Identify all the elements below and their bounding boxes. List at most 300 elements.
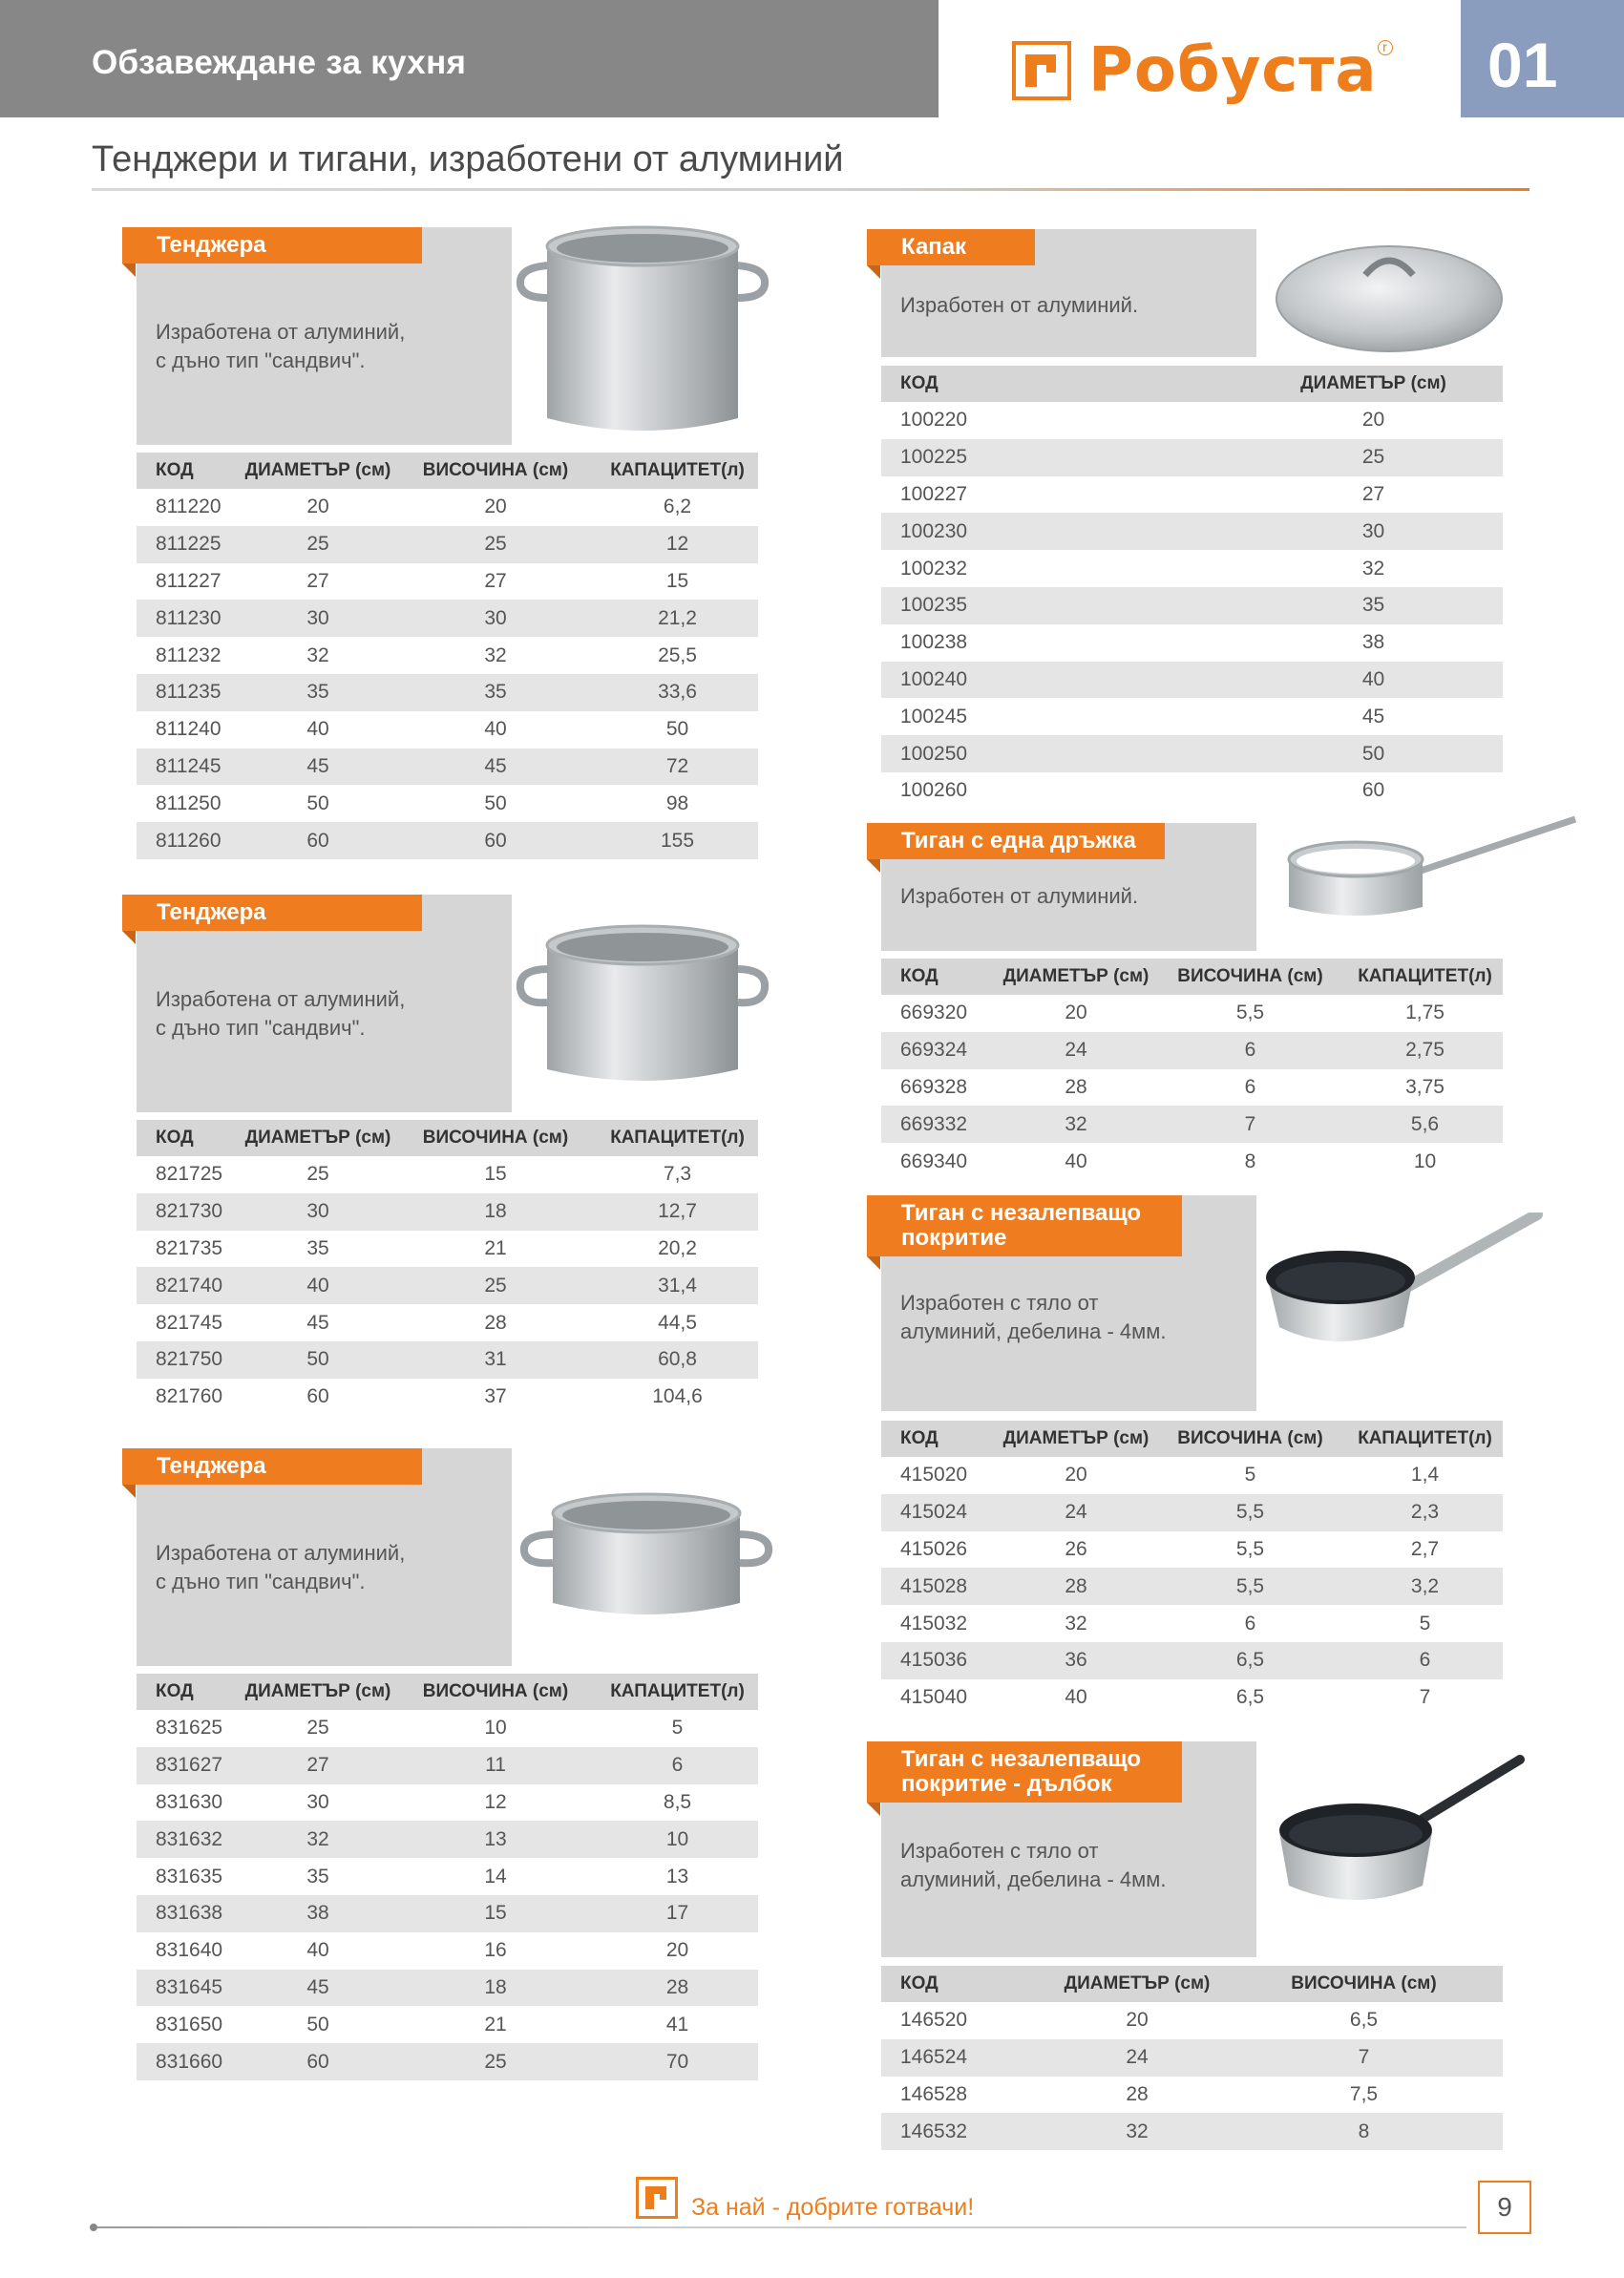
table-cell: 7 (1225, 2039, 1503, 2077)
column-header: ВИСОЧИНА (см) (1153, 959, 1347, 995)
table-row (137, 822, 758, 859)
table-cell: 40 (306, 718, 329, 741)
spec-table (137, 1120, 758, 1416)
table-cell: 45 (306, 1311, 329, 1334)
spec-table (881, 1966, 1503, 2150)
table-cell: 669320 (900, 1002, 968, 1024)
table-cell: 8,5 (663, 1790, 692, 1813)
table-row (137, 526, 758, 563)
table-cell: 669324 (881, 1032, 999, 1069)
table-cell: 100227 (900, 482, 968, 505)
table-cell: 6 (1347, 1642, 1503, 1679)
table-cell: 32 (999, 1106, 1153, 1143)
product-description: Изработена от алуминий, с дъно тип "сандвич". (156, 987, 406, 1040)
chapter-badge (1461, 0, 1624, 117)
column-header: ДИАМЕТЪР (см) (242, 1674, 394, 1710)
product-tag: Тенджера (122, 1448, 422, 1485)
table-cell: 31 (394, 1341, 597, 1379)
column-header: КАПАЦИТЕТ(л) (597, 1674, 758, 1710)
table-cell: 30 (306, 1790, 329, 1813)
table-cell: 40 (1065, 1150, 1087, 1172)
table-row (137, 2043, 758, 2080)
tag-fold (867, 859, 880, 873)
table-cell: 35 (242, 674, 394, 711)
table-cell: 35 (1244, 587, 1503, 624)
table-cell: 811225 (137, 526, 242, 563)
table-cell: 811230 (137, 600, 242, 637)
table-row (881, 1069, 1503, 1107)
table-cell: 98 (665, 791, 689, 814)
table-cell: 32 (242, 1821, 394, 1858)
column-header: ВИСОЧИНА (см) (394, 1674, 597, 1710)
table-cell: 100225 (881, 439, 1244, 476)
table-row (881, 587, 1503, 624)
product-tag: Тиган с незалепващо покритие - дълбок (867, 1741, 1182, 1803)
product-tag: Тенджера (122, 227, 422, 264)
spec-table (137, 453, 758, 859)
table-cell: 32 (1049, 2113, 1225, 2150)
table-cell: 38 (242, 1895, 394, 1932)
table-cell: 811227 (156, 569, 221, 592)
table-cell: 35 (306, 1865, 329, 1888)
table-cell: 10 (597, 1821, 758, 1858)
table-cell: 8 (1225, 2113, 1503, 2150)
table-cell: 26 (1065, 1537, 1087, 1560)
table-cell: 821760 (156, 1385, 223, 1408)
table-cell: 27 (242, 1747, 394, 1784)
table-cell: 831630 (156, 1790, 223, 1813)
spec-table (881, 1421, 1503, 1717)
table-row (881, 476, 1503, 514)
table-row (137, 563, 758, 601)
table-cell: 50 (306, 2013, 329, 2035)
product-description: Изработен от алуминий. (900, 884, 1139, 908)
table-cell: 20 (1126, 2009, 1149, 2032)
table-cell: 14 (484, 1865, 507, 1888)
table-cell: 415036 (881, 1642, 999, 1679)
table-cell: 45 (394, 749, 597, 786)
table-cell: 50 (484, 791, 507, 814)
table-row (137, 1932, 758, 1970)
table-cell: 7,3 (663, 1163, 692, 1186)
tag-fold (867, 1256, 880, 1270)
column-header: ДИАМЕТЪР (см) (1244, 366, 1503, 402)
column-header: КОД (137, 1674, 242, 1710)
table-cell: 15 (484, 1163, 507, 1186)
table-cell: 821730 (137, 1193, 242, 1231)
spec-table (137, 1674, 758, 2080)
table-cell: 60 (394, 822, 597, 859)
table-cell: 38 (1361, 631, 1385, 654)
table-cell: 100232 (900, 557, 968, 580)
table-row (881, 662, 1503, 699)
product-description: Изработена от алуминий, с дъно тип "сандвич". (156, 320, 406, 372)
column-header: КОД (881, 366, 1244, 402)
table-cell: 18 (394, 1970, 597, 2007)
product-description: Изработен от алуминий. (900, 293, 1139, 317)
table-cell: 821735 (156, 1236, 223, 1259)
table-row (137, 1747, 758, 1784)
table-cell: 821740 (137, 1267, 242, 1304)
table-cell: 6,2 (663, 496, 692, 518)
table-cell: 30 (1244, 513, 1503, 550)
table-row (137, 1970, 758, 2007)
table-cell: 45 (242, 749, 394, 786)
table-cell: 28 (1126, 2082, 1149, 2105)
table-cell: 7 (1153, 1106, 1347, 1143)
table-cell: 37 (484, 1385, 507, 1408)
table-row (881, 550, 1503, 587)
column-header: КОД (881, 1966, 1049, 2002)
table-cell: 45 (242, 1970, 394, 2007)
table-cell: 100238 (900, 631, 968, 654)
table-cell: 831645 (137, 1970, 242, 2007)
table-cell: 104,6 (652, 1385, 703, 1408)
page-subtitle: Тенджери и тигани, изработени от алуминий (92, 139, 844, 179)
table-cell: 6,5 (1235, 1686, 1265, 1709)
table-row (881, 2077, 1503, 2114)
table-cell: 821725 (156, 1163, 223, 1186)
table-row (137, 1784, 758, 1822)
table-cell: 17 (597, 1895, 758, 1932)
column-header: ДИАМЕТЪР (см) (242, 1120, 394, 1156)
table-cell: 32 (306, 643, 329, 666)
table-cell: 15 (394, 1895, 597, 1932)
table-cell: 155 (597, 822, 758, 859)
table-row (881, 1106, 1503, 1143)
column-header: ДИАМЕТЪР (см) (1049, 1966, 1225, 2002)
registered-mark-icon: r (1378, 40, 1393, 55)
table-cell: 811232 (156, 643, 221, 666)
table-cell: 831638 (137, 1895, 242, 1932)
table-cell: 32 (484, 643, 507, 666)
table-cell: 60 (242, 2043, 394, 2080)
table-row (881, 402, 1503, 439)
table-cell: 6,5 (1153, 1642, 1347, 1679)
table-cell: 24 (1049, 2039, 1225, 2077)
table-cell: 821745 (156, 1311, 223, 1334)
table-cell: 60 (1361, 779, 1385, 802)
table-cell: 100245 (900, 705, 968, 728)
table-cell: 12 (597, 526, 758, 563)
table-row (137, 1193, 758, 1231)
table-cell: 415040 (900, 1686, 968, 1709)
table-cell: 25 (1244, 439, 1503, 476)
page-number: 9 (1478, 2181, 1531, 2234)
table-cell: 20 (1361, 409, 1385, 432)
table-cell: 20 (1065, 1002, 1087, 1024)
table-cell: 13 (394, 1821, 597, 1858)
table-row (881, 1679, 1503, 1717)
casserole-pot-icon (509, 1485, 781, 1637)
table-row (881, 1531, 1503, 1569)
table-cell: 100230 (881, 513, 1244, 550)
brand-logo (1012, 36, 1393, 105)
table-row (881, 1143, 1503, 1180)
column-header: КАПАЦИТЕТ(л) (1347, 959, 1503, 995)
table-cell: 3,2 (1347, 1568, 1503, 1605)
section-title: Обзавеждане за кухня (92, 44, 467, 81)
table-cell: 5,5 (1153, 1568, 1347, 1605)
table-cell: 831635 (156, 1865, 223, 1888)
table-cell: 5 (671, 1717, 684, 1740)
table-cell: 100235 (881, 587, 1244, 624)
table-cell: 30 (242, 600, 394, 637)
footer-slogan: За най - добрите готвачи! (691, 2194, 975, 2221)
table-cell: 25 (306, 1717, 329, 1740)
table-cell: 1,4 (1410, 1464, 1440, 1487)
table-row (137, 711, 758, 749)
table-cell: 415032 (900, 1612, 968, 1635)
table-cell: 25 (306, 1163, 329, 1186)
table-cell: 18 (394, 1193, 597, 1231)
table-cell: 146520 (900, 2009, 968, 2032)
table-row (137, 600, 758, 637)
table-row (881, 995, 1503, 1032)
table-cell: 35 (306, 1236, 329, 1259)
table-cell: 21,2 (597, 600, 758, 637)
product-description: Изработен с тяло от алуминий, дебелина - 4мм. (900, 1839, 1167, 1891)
table-cell: 32 (1065, 1612, 1087, 1635)
table-cell: 2,75 (1347, 1032, 1503, 1069)
table-cell: 60,8 (597, 1341, 758, 1379)
column-header: КОД (137, 1120, 242, 1156)
table-cell: 811250 (156, 791, 221, 814)
table-cell: 6,5 (1349, 2009, 1379, 2032)
table-row (137, 637, 758, 674)
table-cell: 28 (597, 1970, 758, 2007)
table-cell: 100220 (900, 409, 968, 432)
table-cell: 811235 (137, 674, 242, 711)
tag-fold (867, 265, 880, 279)
table-row (137, 1304, 758, 1341)
table-row (137, 749, 758, 786)
table-cell: 146528 (900, 2082, 968, 2105)
table-cell: 32 (1361, 557, 1385, 580)
table-cell: 811260 (137, 822, 242, 859)
table-cell: 2,7 (1410, 1537, 1440, 1560)
table-cell: 3,75 (1405, 1075, 1445, 1098)
table-cell: 30 (242, 1193, 394, 1231)
column-header: ДИАМЕТЪР (см) (999, 959, 1153, 995)
nonstick-frying-pan-icon (1260, 1213, 1547, 1384)
table-cell: 5,5 (1153, 1494, 1347, 1531)
column-header: КОД (137, 453, 242, 489)
column-header: КОД (881, 959, 999, 995)
table-cell: 15 (665, 569, 689, 592)
table-row (881, 1494, 1503, 1531)
table-cell: 50 (1244, 735, 1503, 772)
table-cell: 10 (1413, 1150, 1437, 1172)
table-row (881, 698, 1503, 735)
footer-logo-icon (636, 2177, 678, 2219)
product-tag: Капак (867, 229, 1035, 265)
table-row (881, 439, 1503, 476)
table-cell: 811240 (156, 718, 221, 741)
table-cell: 6 (1244, 1612, 1256, 1635)
table-cell: 25 (242, 526, 394, 563)
table-row (137, 1710, 758, 1747)
table-cell: 831625 (156, 1717, 223, 1740)
table-cell: 821750 (137, 1341, 242, 1379)
table-cell: 28 (1065, 1075, 1087, 1098)
table-cell: 831627 (137, 1747, 242, 1784)
table-cell: 6 (1153, 1032, 1347, 1069)
column-header: ВИСОЧИНА (см) (1225, 1966, 1503, 2002)
table-cell: 21 (484, 2013, 507, 2035)
column-header: ВИСОЧИНА (см) (1153, 1421, 1347, 1457)
table-cell: 5,6 (1347, 1106, 1503, 1143)
table-row (137, 1267, 758, 1304)
table-cell: 21 (484, 1236, 507, 1259)
column-header: КАПАЦИТЕТ(л) (597, 1120, 758, 1156)
table-cell: 415024 (881, 1494, 999, 1531)
table-cell: 25 (394, 526, 597, 563)
table-cell: 50 (306, 791, 329, 814)
table-cell: 5,5 (1235, 1002, 1265, 1024)
stock-pot-medium-icon (509, 917, 776, 1098)
table-cell: 25,5 (658, 643, 697, 666)
table-cell: 6 (1244, 1075, 1256, 1098)
table-cell: 831650 (156, 2013, 223, 2035)
table-cell: 28 (999, 1568, 1153, 1605)
table-cell: 2,3 (1347, 1494, 1503, 1531)
table-cell: 27 (1361, 482, 1385, 505)
table-cell: 811245 (137, 749, 242, 786)
subtitle-divider (92, 188, 1529, 191)
table-cell: 40 (1244, 662, 1503, 699)
table-cell: 11 (394, 1747, 597, 1784)
table-cell: 146532 (881, 2113, 1049, 2150)
table-row (137, 785, 758, 822)
footer-divider (92, 2226, 1466, 2228)
table-cell: 30 (394, 600, 597, 637)
table-cell: 70 (597, 2043, 758, 2080)
table-row (881, 1642, 1503, 1679)
table-cell: 60 (242, 822, 394, 859)
table-cell: 831640 (156, 1939, 223, 1962)
column-header: КАПАЦИТЕТ(л) (1347, 1421, 1503, 1457)
table-row (881, 2113, 1503, 2150)
table-cell: 25 (394, 2043, 597, 2080)
table-cell: 16 (484, 1939, 507, 1962)
table-cell: 12 (484, 1790, 507, 1813)
column-header: ВИСОЧИНА (см) (394, 453, 597, 489)
lid-icon (1270, 227, 1508, 361)
table-cell: 20,2 (658, 1236, 697, 1259)
table-cell: 100240 (881, 662, 1244, 699)
table-row (137, 1341, 758, 1379)
table-row (137, 2006, 758, 2043)
table-row (881, 1605, 1503, 1642)
table-cell: 41 (665, 2013, 689, 2035)
table-cell: 8 (1244, 1150, 1256, 1172)
table-row (881, 2002, 1503, 2039)
table-cell: 40 (306, 1939, 329, 1962)
table-cell: 40 (242, 1267, 394, 1304)
table-cell: 20 (484, 496, 507, 518)
product-tag: Тиган с една дръжка (867, 823, 1165, 859)
table-row (137, 1379, 758, 1416)
table-cell: 100250 (881, 735, 1244, 772)
table-cell: 72 (597, 749, 758, 786)
table-cell: 7 (1419, 1686, 1431, 1709)
table-row (881, 624, 1503, 662)
table-cell: 1,75 (1405, 1002, 1445, 1024)
table-cell: 24 (999, 1494, 1153, 1531)
table-row (137, 1821, 758, 1858)
table-cell: 13 (665, 1865, 689, 1888)
column-header: КОД (881, 1421, 999, 1457)
table-cell: 7,5 (1349, 2082, 1379, 2105)
table-cell: 31,4 (597, 1267, 758, 1304)
table-cell: 50 (242, 1341, 394, 1379)
table-cell: 25 (394, 1267, 597, 1304)
table-cell: 28 (484, 1311, 507, 1334)
table-cell: 5,5 (1235, 1537, 1265, 1560)
table-cell: 50 (665, 718, 689, 741)
column-header: ДИАМЕТЪР (см) (242, 453, 394, 489)
table-cell: 415026 (900, 1537, 968, 1560)
table-cell: 100260 (900, 779, 968, 802)
table-cell: 5 (1419, 1612, 1431, 1635)
product-tag: Тенджера (122, 895, 422, 931)
footer-dot (90, 2224, 97, 2231)
product-description: Изработена от алуминий, с дъно тип "сандвич". (156, 1541, 406, 1593)
table-row (881, 1032, 1503, 1069)
table-cell: 33,6 (597, 674, 758, 711)
table-row (137, 674, 758, 711)
saute-pan-icon (1270, 812, 1585, 945)
table-row (881, 513, 1503, 550)
tag-fold (122, 1485, 136, 1498)
table-cell: 60 (306, 1385, 329, 1408)
table-cell: 44,5 (658, 1311, 697, 1334)
table-cell: 415020 (900, 1464, 968, 1487)
table-cell: 27 (306, 569, 329, 592)
table-row (137, 1858, 758, 1895)
tag-fold (122, 931, 136, 944)
table-cell: 669328 (900, 1075, 968, 1098)
table-cell: 35 (394, 674, 597, 711)
table-cell: 20 (306, 496, 329, 518)
brand-name: Робуста (1088, 35, 1378, 106)
product-description: Изработен с тяло от алуминий, дебелина - 4мм. (900, 1291, 1167, 1343)
table-cell: 10 (484, 1717, 507, 1740)
table-cell: 27 (484, 569, 507, 592)
table-cell: 45 (1361, 705, 1385, 728)
table-cell: 811220 (156, 496, 221, 518)
tag-fold (122, 264, 136, 277)
table-row (881, 1457, 1503, 1494)
table-cell: 36 (999, 1642, 1153, 1679)
header-bar (0, 0, 939, 117)
tag-fold (867, 1803, 880, 1816)
chapter-number: 01 (1487, 30, 1558, 100)
table-cell: 20 (1065, 1464, 1087, 1487)
table-cell: 669332 (881, 1106, 999, 1143)
table-row (881, 772, 1503, 810)
table-cell: 415028 (881, 1568, 999, 1605)
spec-table (881, 959, 1503, 1180)
column-header: КАПАЦИТЕТ(л) (597, 453, 758, 489)
table-cell: 12,7 (597, 1193, 758, 1231)
table-cell: 40 (484, 718, 507, 741)
table-cell: 20 (665, 1939, 689, 1962)
product-tag: Тиган с незалепващо покритие (867, 1195, 1182, 1256)
logo-mark-icon (1012, 41, 1071, 100)
table-cell: 5 (1244, 1464, 1256, 1487)
